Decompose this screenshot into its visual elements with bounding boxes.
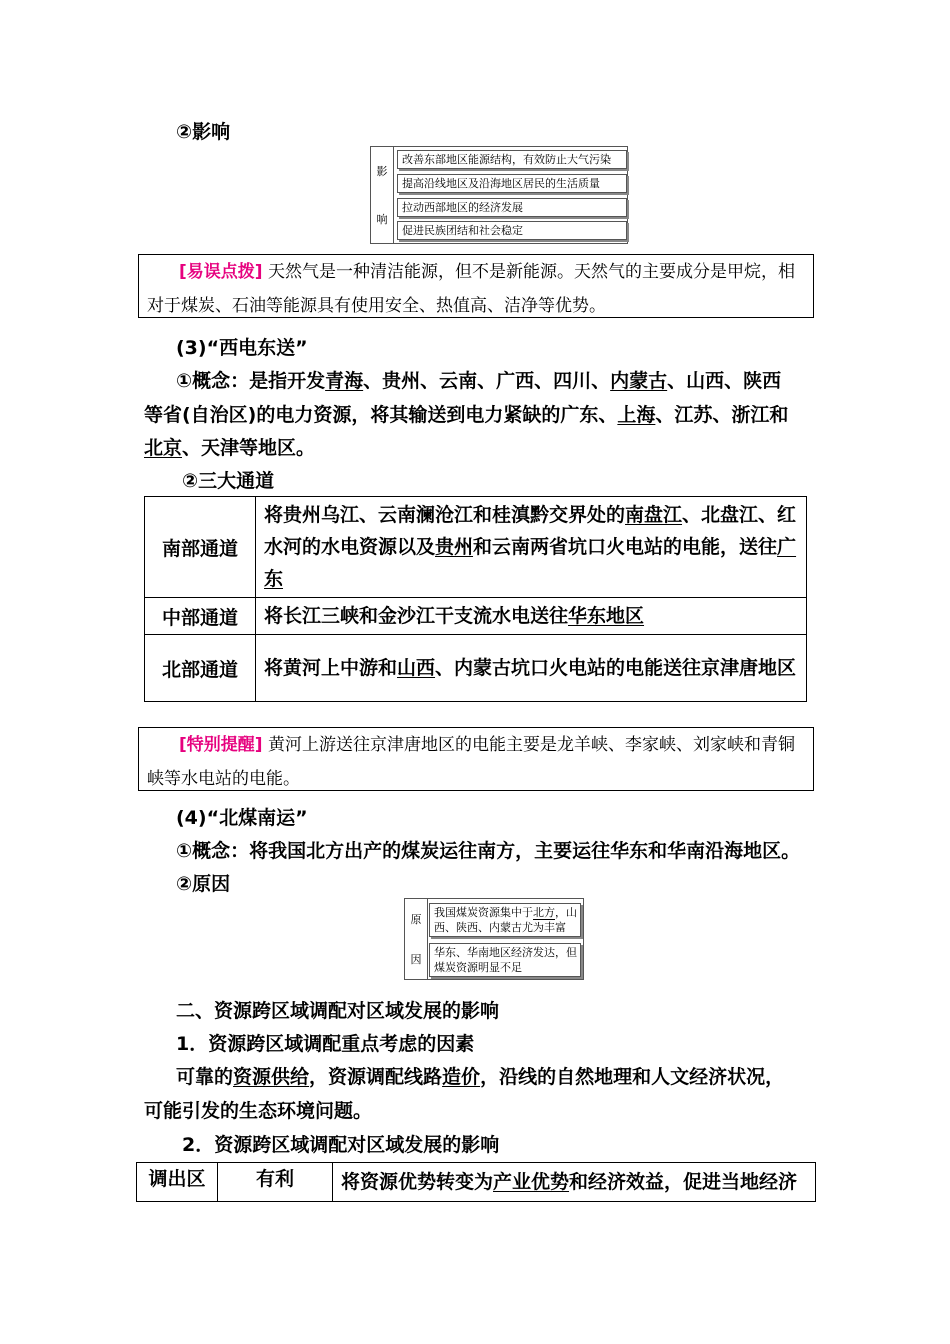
- concept-line-3: 北京、天津等地区。: [144, 437, 316, 459]
- section-heading: (3)“西电东送”: [176, 337, 308, 359]
- impact-item: 拉动西部地区的经济发展: [397, 198, 627, 217]
- underlined-answer: 北京: [144, 437, 183, 459]
- sub-heading: 1．资源跨区域调配重点考虑的因素: [176, 1033, 475, 1055]
- impact-item: 促进民族团结和社会稳定: [397, 221, 627, 240]
- reason-item: 我国煤炭资源集中于北方，山 西、陕西、内蒙古尤为丰富: [429, 903, 581, 937]
- impact-heading: ②影响: [176, 121, 231, 143]
- misconception-note: [138, 254, 814, 318]
- table-row: [145, 598, 807, 635]
- channels-heading: ②三大通道: [182, 470, 275, 492]
- factors-line-1: 可靠的资源供给，资源调配线路造价，沿线的自然地理和人文经济状况，: [176, 1066, 785, 1088]
- note-tag: [特别提醒]: [179, 735, 263, 755]
- underlined-answer: 内蒙古: [610, 370, 668, 392]
- impact-diagram-side-top: 影: [376, 165, 388, 178]
- impact-diagram-side-bottom: 响: [376, 213, 388, 226]
- part-heading: 二、资源跨区域调配对区域发展的影响: [176, 1000, 500, 1022]
- impact-item: 改善东部地区能源结构，有效防止大气污染: [397, 150, 627, 169]
- note-text: 天然气是一种清洁能源，但不是新能源。天然气的主要成分是甲烷，相对于煤炭、石油等能源具有使用安全、热值高、洁净等优势。: [147, 262, 795, 316]
- channel-name: 中部通道: [145, 598, 256, 635]
- factors-line-2: 可能引发的生态环境问题。: [144, 1100, 373, 1122]
- impact-table: [136, 1162, 816, 1202]
- impact-diagram: [370, 146, 628, 244]
- reason-diagram-side-top: 原: [410, 913, 422, 926]
- desc-cell: 将资源优势转变为产业优势和经济效益，促进当地经济: [333, 1163, 816, 1202]
- channel-desc: 将长江三峡和金沙江干支流水电送往华东地区: [256, 598, 807, 635]
- reason-diagram: [404, 898, 584, 980]
- note-tag: [易误点拨]: [179, 262, 263, 282]
- reason-diagram-side: [405, 899, 428, 979]
- concept-line-1: ①概念：是指开发青海、贵州、云南、广西、四川、内蒙古、山西、陕西: [176, 370, 782, 392]
- impact-diagram-side: [371, 147, 394, 243]
- channel-desc: 将黄河上中游和山西、内蒙古坑口火电站的电能送往京津唐地区: [256, 635, 807, 702]
- channel-name: 北部通道: [145, 635, 256, 702]
- section-heading: (4)“北煤南运”: [176, 807, 308, 829]
- reason-diagram-side-bottom: 因: [410, 953, 422, 966]
- channel-name: 南部通道: [145, 497, 256, 598]
- channel-desc: 将贵州乌江、云南澜沧江和桂滇黔交界处的南盘江、北盘江、红水河的水电资源以及贵州和云南两省坑口火电站的电能，送往广东: [256, 497, 807, 598]
- table-row: [137, 1163, 816, 1202]
- impact-item: 提高沿线地区及沿海地区居民的生活质量: [397, 174, 627, 193]
- effect-cell: 有利: [218, 1163, 333, 1202]
- reason-heading: ②原因: [176, 873, 231, 895]
- region-cell: 调出区: [137, 1163, 218, 1202]
- underlined-answer: 青海: [325, 370, 364, 392]
- reminder-note: [138, 727, 814, 791]
- table-row: [145, 497, 807, 598]
- sub-heading: 2．资源跨区域调配对区域发展的影响: [182, 1134, 500, 1156]
- channels-table: [144, 496, 807, 702]
- concept-line-2: 等省(自治区)的电力资源，将其输送到电力紧缺的广东、上海、江苏、浙江和: [144, 404, 789, 426]
- reason-item: 华东、华南地区经济发达，但 煤炭资源明显不足: [429, 943, 581, 977]
- table-row: [145, 635, 807, 702]
- note-text: 黄河上游送往京津唐地区的电能主要是龙羊峡、李家峡、刘家峡和青铜峡等水电站的电能。: [147, 735, 795, 789]
- concept-line: ①概念：将我国北方出产的煤炭运往南方，主要运往华东和华南沿海地区。: [176, 840, 801, 862]
- underlined-answer: 上海: [617, 404, 656, 426]
